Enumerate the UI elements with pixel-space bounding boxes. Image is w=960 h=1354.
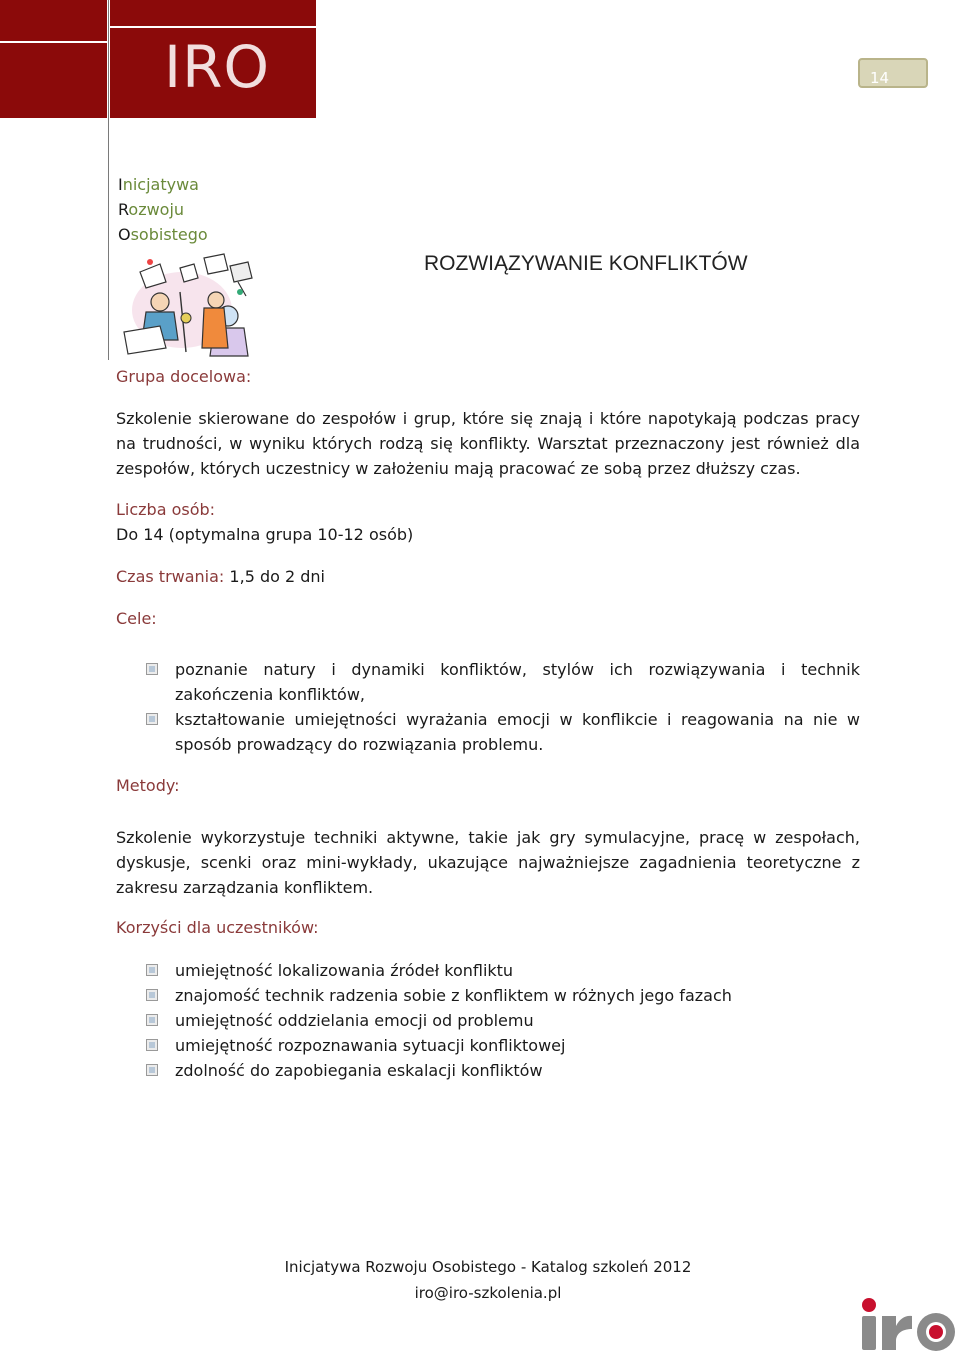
list-item: poznanie natury i dynamiki konfliktów, stylów ich rozwiązywania i technik zakończenia konfliktów, bbox=[144, 657, 860, 707]
header-block-top-right bbox=[110, 0, 316, 26]
list-item: zdolność do zapobiegania eskalacji konfliktów bbox=[144, 1058, 860, 1083]
bullet-icon bbox=[146, 663, 158, 675]
list-item: umiejętność rozpoznawania sytuacji konfliktowej bbox=[144, 1033, 860, 1058]
list-item: umiejętność oddzielania emocji od problemu bbox=[144, 1008, 860, 1033]
iro-logo bbox=[860, 1296, 960, 1354]
footer-email-link[interactable]: iro@iro-szkolenia.pl bbox=[414, 1284, 562, 1302]
goals-list bbox=[144, 657, 860, 757]
label-goals: Cele: bbox=[116, 609, 157, 628]
org-line-2: Rozwoju bbox=[118, 200, 185, 219]
footer-catalog-line: Inicjatywa Rozwoju Osobistego - Katalog szkoleń 2012 bbox=[284, 1258, 692, 1276]
conflict-clipart-icon bbox=[120, 252, 260, 360]
label-duration: Czas trwania: bbox=[116, 567, 225, 586]
list-item: kształtowanie umiejętności wyrażania emocji w konflikcie i reagowania na nie w sposób prowadzący do rozwiązania problemu. bbox=[144, 707, 860, 757]
list-item: umiejętność lokalizowania źródeł konfliktu bbox=[144, 958, 860, 983]
duration-text: 1,5 do 2 dni bbox=[229, 567, 325, 586]
bullet-icon bbox=[146, 1039, 158, 1051]
header-logo-text: IRO bbox=[164, 33, 271, 101]
page-number: 14 bbox=[870, 69, 890, 87]
methods-text: Szkolenie wykorzystuje techniki aktywne, takie jak gry symulacyjne, pracę w zespołach, dyskusje, scenki oraz mini-wykłady, ukazujące najważniejsze zagadnienia teoretyczne z zakresu zarządzania konfliktem. bbox=[116, 828, 860, 897]
list-item: znajomość technik radzenia sobie z konfliktem w różnych jego fazach bbox=[144, 983, 860, 1008]
participants-text: Do 14 (optymalna grupa 10-12 osób) bbox=[116, 525, 414, 544]
label-participants: Liczba osób: bbox=[116, 500, 216, 519]
header-block-top-left bbox=[0, 0, 107, 41]
bullet-icon bbox=[146, 989, 158, 1001]
duration-row bbox=[116, 567, 325, 586]
label-benefits: Korzyści dla uczestników: bbox=[116, 918, 319, 937]
header-block-left bbox=[0, 43, 107, 118]
bullet-icon bbox=[146, 1014, 158, 1026]
label-methods: Metody: bbox=[116, 776, 180, 795]
bullet-icon bbox=[146, 713, 158, 725]
bullet-icon bbox=[146, 964, 158, 976]
page-title: ROZWIĄZYWANIE KONFLIKTÓW bbox=[424, 252, 748, 275]
vertical-divider bbox=[108, 0, 109, 360]
org-line-1: Inicjatywa bbox=[118, 175, 199, 194]
benefits-list bbox=[144, 958, 860, 1083]
bullet-icon bbox=[146, 1064, 158, 1076]
label-target-group: Grupa docelowa: bbox=[116, 367, 252, 386]
target-group-text: Szkolenie skierowane do zespołów i grup, które się znają i które napotykają podczas pracy na trudności, w wyniku których rodzą się konflikty. Warsztat przeznaczony jest również dla zespołów, których uczestnicy w założeniu mają pracować ze sobą przez dłuższy czas. bbox=[116, 409, 860, 478]
page-number-badge bbox=[858, 58, 928, 88]
org-line-3: Osobistego bbox=[118, 225, 208, 244]
